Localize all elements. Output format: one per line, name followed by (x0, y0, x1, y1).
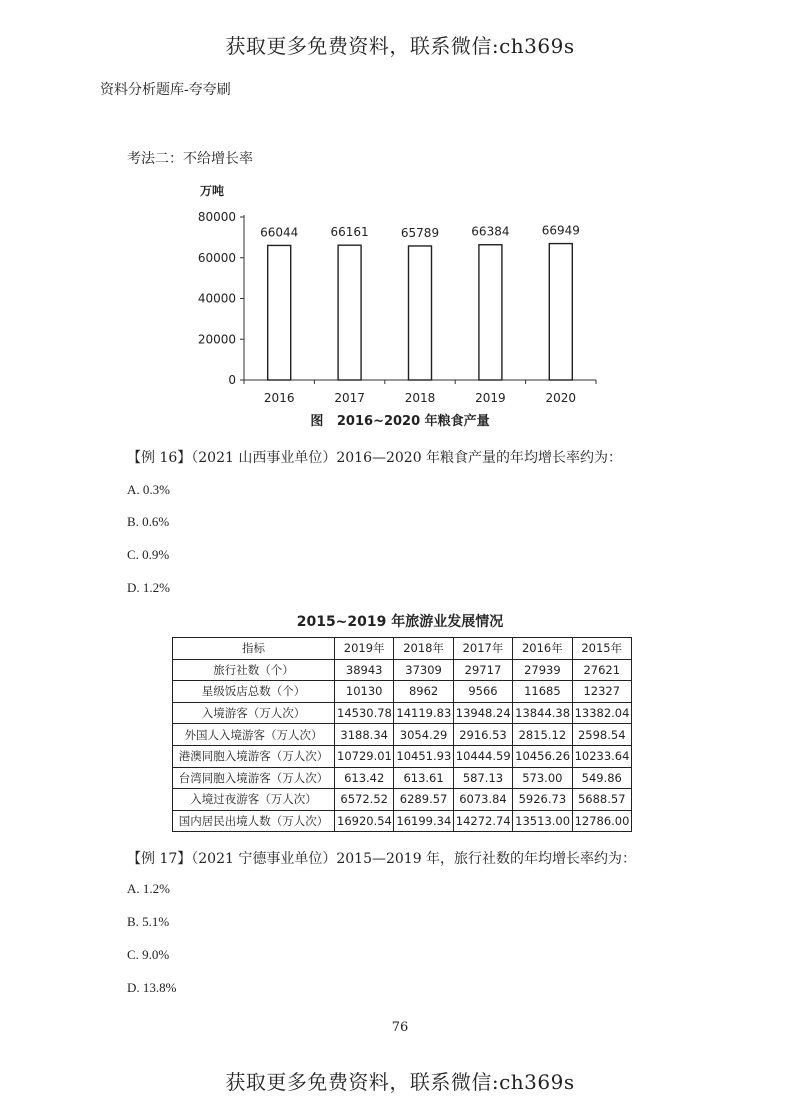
table-row (173, 702, 632, 724)
x-tick-label: 2016 (263, 391, 295, 405)
value-cell: 38943 (335, 659, 394, 681)
value-cell: 10451.93 (394, 745, 453, 767)
example17-option-a[interactable]: A. 1.2% (127, 881, 170, 896)
value-cell: 12786.00 (572, 810, 631, 832)
page-subtitle: 资料分析题库-夸夸刷 (100, 82, 231, 98)
value-cell: 2916.53 (453, 724, 512, 746)
y-tick-label: 60000 (197, 250, 236, 265)
table-row (173, 767, 632, 789)
value-cell: 12327 (572, 681, 631, 703)
section-title: 考法二：不给增长率 (127, 151, 253, 167)
table-row (173, 724, 632, 746)
bar-2018 (409, 246, 432, 380)
example16-option-d[interactable]: D. 1.2% (127, 580, 170, 595)
table-row (173, 659, 632, 681)
row-label-cell: 旅行社数（个） (173, 659, 335, 681)
value-cell: 2815.12 (513, 724, 572, 746)
data-label: 66384 (471, 224, 510, 239)
data-label: 66161 (330, 225, 369, 240)
bar-2019 (479, 245, 502, 380)
data-label: 66949 (541, 223, 580, 238)
value-cell: 549.86 (572, 767, 631, 789)
value-cell: 37309 (394, 659, 453, 681)
value-cell: 10456.26 (513, 745, 572, 767)
value-cell: 3054.29 (394, 724, 453, 746)
table-title: 2015~2019 年旅游业发展情况 (296, 614, 504, 630)
bar-2017 (338, 245, 361, 380)
value-cell: 16199.34 (394, 810, 453, 832)
row-label-cell: 入境游客（万人次） (173, 702, 335, 724)
bar-2016 (268, 245, 291, 380)
row-label-cell: 入境过夜游客（万人次） (173, 789, 335, 811)
chart-title: 图 2016~2020 年粮食产量 (310, 414, 490, 429)
x-tick-label: 2020 (545, 391, 577, 405)
row-label-cell: 台湾同胞入境游客（万人次） (173, 767, 335, 789)
chart-canvas (180, 175, 620, 440)
value-cell: 3188.34 (335, 724, 394, 746)
y-tick-label: 40000 (197, 291, 236, 306)
tourism-table (172, 637, 632, 832)
example17-option-b[interactable]: B. 5.1% (127, 914, 170, 929)
header-cell: 2019年 (335, 638, 394, 660)
value-cell: 10444.59 (453, 745, 512, 767)
grain-output-chart (180, 175, 620, 440)
value-cell: 16920.54 (335, 810, 394, 832)
value-cell: 14119.83 (394, 702, 453, 724)
example16-option-b[interactable]: B. 0.6% (127, 514, 170, 529)
value-cell: 9566 (453, 681, 512, 703)
header-cell: 2018年 (394, 638, 453, 660)
value-cell: 6572.52 (335, 789, 394, 811)
example16-option-a[interactable]: A. 0.3% (127, 482, 170, 497)
value-cell: 5926.73 (513, 789, 572, 811)
value-cell: 613.42 (335, 767, 394, 789)
top-banner: 获取更多免费资料，联系微信:ch369s (225, 34, 575, 58)
example16-option-c[interactable]: C. 0.9% (127, 547, 170, 562)
value-cell: 2598.54 (572, 724, 631, 746)
header-cell: 2017年 (453, 638, 512, 660)
value-cell: 13844.38 (513, 702, 572, 724)
x-tick-label: 2017 (334, 391, 365, 405)
table-row (173, 681, 632, 703)
example17-option-c[interactable]: C. 9.0% (127, 947, 170, 962)
value-cell: 6073.84 (453, 789, 512, 811)
y-tick-label: 80000 (197, 210, 236, 224)
row-label-cell: 港澳同胞入境游客（万人次） (173, 745, 335, 767)
value-cell: 13513.00 (513, 810, 572, 832)
value-cell: 29717 (453, 659, 512, 681)
y-tick-label: 0 (228, 373, 236, 387)
example16-question: 【例 16】（2021 山西事业单位）2016—2020 年粮食产量的年均增长率约为： (127, 450, 623, 466)
table-row (173, 789, 632, 811)
value-cell: 587.13 (453, 767, 512, 789)
value-cell: 573.00 (513, 767, 572, 789)
row-label-cell: 外国人入境游客（万人次） (173, 724, 335, 746)
table-header-row (173, 638, 632, 660)
value-cell: 27621 (572, 659, 631, 681)
value-cell: 14530.78 (335, 702, 394, 724)
value-cell: 11685 (513, 681, 572, 703)
value-cell: 10130 (335, 681, 394, 703)
x-tick-label: 2019 (475, 391, 506, 405)
bar-2020 (549, 244, 572, 380)
y-tick-label: 20000 (197, 332, 236, 347)
page-number: 76 (391, 1020, 409, 1035)
value-cell: 13948.24 (453, 702, 512, 724)
header-cell: 2015年 (572, 638, 631, 660)
bottom-banner: 获取更多免费资料，联系微信:ch369s (225, 1070, 575, 1094)
example17-option-d[interactable]: D. 13.8% (127, 980, 177, 995)
value-cell: 13382.04 (572, 702, 631, 724)
x-tick-label: 2018 (404, 391, 436, 405)
value-cell: 27939 (513, 659, 572, 681)
value-cell: 6289.57 (394, 789, 453, 811)
header-cell: 2016年 (513, 638, 572, 660)
value-cell: 5688.57 (572, 789, 631, 811)
table-row (173, 810, 632, 832)
row-label-cell: 国内居民出境人数（万人次） (173, 810, 335, 832)
value-cell: 10729.01 (335, 745, 394, 767)
data-label: 66044 (260, 225, 299, 240)
value-cell: 10233.64 (572, 745, 631, 767)
row-label-cell: 星级饭店总数（个） (173, 681, 335, 703)
header-cell: 指标 (173, 638, 335, 660)
data-label: 65789 (400, 225, 440, 240)
value-cell: 8962 (394, 681, 453, 703)
value-cell: 14272.74 (453, 810, 512, 832)
example17-question: 【例 17】（2021 宁德事业单位）2015—2019 年，旅行社数的年均增长率约为： (127, 851, 637, 867)
table-row (173, 745, 632, 767)
y-axis-unit-label: 万吨 (200, 184, 225, 198)
value-cell: 613.61 (394, 767, 453, 789)
